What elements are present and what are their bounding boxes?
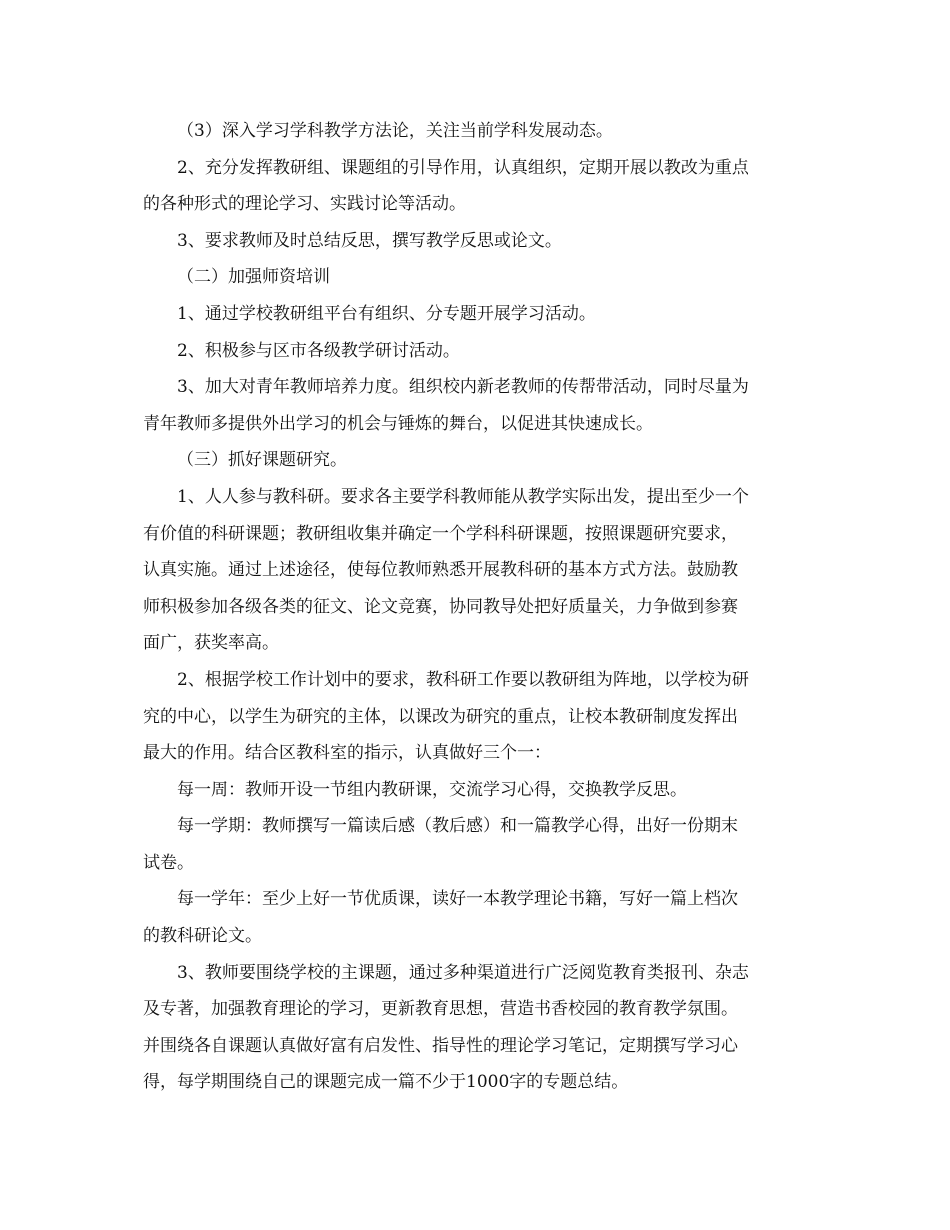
text-line: （3）深入学习学科教学方法论，关注当前学科发展动态。 bbox=[177, 121, 613, 141]
paragraph bbox=[143, 442, 808, 479]
text-line: 每一学年：至少上好一节优质课，读好一本教学理论书籍，写好一篇上档次 bbox=[177, 889, 738, 910]
text-line: 的教科研论文。 bbox=[143, 926, 262, 947]
paragraph bbox=[143, 296, 808, 333]
text-line: 究的中心，以学生为研究的主体，以课改为研究的重点，让校本教研制度发挥出 bbox=[143, 706, 738, 727]
text-line: （三）抓好课题研究。 bbox=[177, 450, 347, 471]
paragraph bbox=[143, 479, 808, 662]
text-line: （二）加强师资培训 bbox=[177, 267, 330, 288]
paragraph bbox=[143, 369, 808, 442]
text-line: 得，每学期围绕自己的课题完成一篇不少于1000字的专题总结。 bbox=[143, 1072, 629, 1093]
text-line: 并围绕各自课题认真做好富有启发性、指导性的理论学习笔记，定期撰写学习心 bbox=[143, 1035, 738, 1056]
text-line: 青年教师多提供外出学习的机会与锤炼的舞台，以促进其快速成长。 bbox=[143, 413, 653, 434]
paragraph bbox=[143, 113, 808, 150]
text-line: 有价值的科研课题；教研组收集并确定一个学科科研课题，按照课题研究要求， bbox=[143, 523, 738, 544]
paragraph bbox=[143, 150, 808, 223]
text-line: 试卷。 bbox=[143, 852, 194, 873]
text-line: 每一学期：教师撰写一篇读后感（教后感）和一篇教学心得，出好一份期末 bbox=[177, 816, 738, 837]
paragraph bbox=[143, 881, 808, 954]
text-line: 每一周：教师开设一节组内教研课，交流学习心得，交换教学反思。 bbox=[177, 779, 687, 800]
paragraph bbox=[143, 333, 808, 370]
paragraph bbox=[143, 808, 808, 881]
text-line: 1、通过学校教研组平台有组织、分专题开展学习活动。 bbox=[177, 303, 596, 324]
text-line: 师积极参加各级各类的征文、论文竞赛，协同教导处把好质量关，力争做到参赛 bbox=[143, 596, 738, 617]
text-line: 面广，获奖率高。 bbox=[143, 633, 279, 654]
text-line: 最大的作用。结合区教科室的指示，认真做好三个一： bbox=[143, 743, 551, 764]
paragraph bbox=[143, 223, 808, 260]
paragraph bbox=[143, 259, 808, 296]
text-line: 及专著，加强教育理论的学习，更新教育思想，营造书香校园的教育教学氛围。 bbox=[143, 999, 738, 1020]
text-line: 3、教师要围绕学校的主课题，通过多种渠道进行广泛阅览教育类报刊、杂志 bbox=[177, 962, 749, 983]
document-body bbox=[143, 113, 808, 1101]
text-line: 认真实施。通过上述途径，使每位教师熟悉开展教科研的基本方式方法。鼓励教 bbox=[143, 560, 738, 581]
paragraph bbox=[143, 662, 808, 772]
text-line: 3、要求教师及时总结反思，撰写教学反思或论文。 bbox=[177, 230, 562, 251]
text-line: 3、加大对青年教师培养力度。组织校内新老教师的传帮带活动，同时尽量为 bbox=[177, 377, 749, 398]
paragraph bbox=[143, 772, 808, 809]
text-line: 2、根据学校工作计划中的要求，教科研工作要以教研组为阵地，以学校为研 bbox=[177, 669, 749, 690]
paragraph bbox=[143, 955, 808, 1101]
text-line: 1、人人参与教科研。要求各主要学科教师能从教学实际出发，提出至少一个 bbox=[177, 486, 749, 507]
text-line: 的各种形式的理论学习、实践讨论等活动。 bbox=[143, 194, 466, 215]
text-line: 2、积极参与区市各级教学研讨活动。 bbox=[177, 340, 460, 361]
text-line: 2、充分发挥教研组、课题组的引导作用，认真组织，定期开展以教改为重点 bbox=[177, 157, 749, 178]
